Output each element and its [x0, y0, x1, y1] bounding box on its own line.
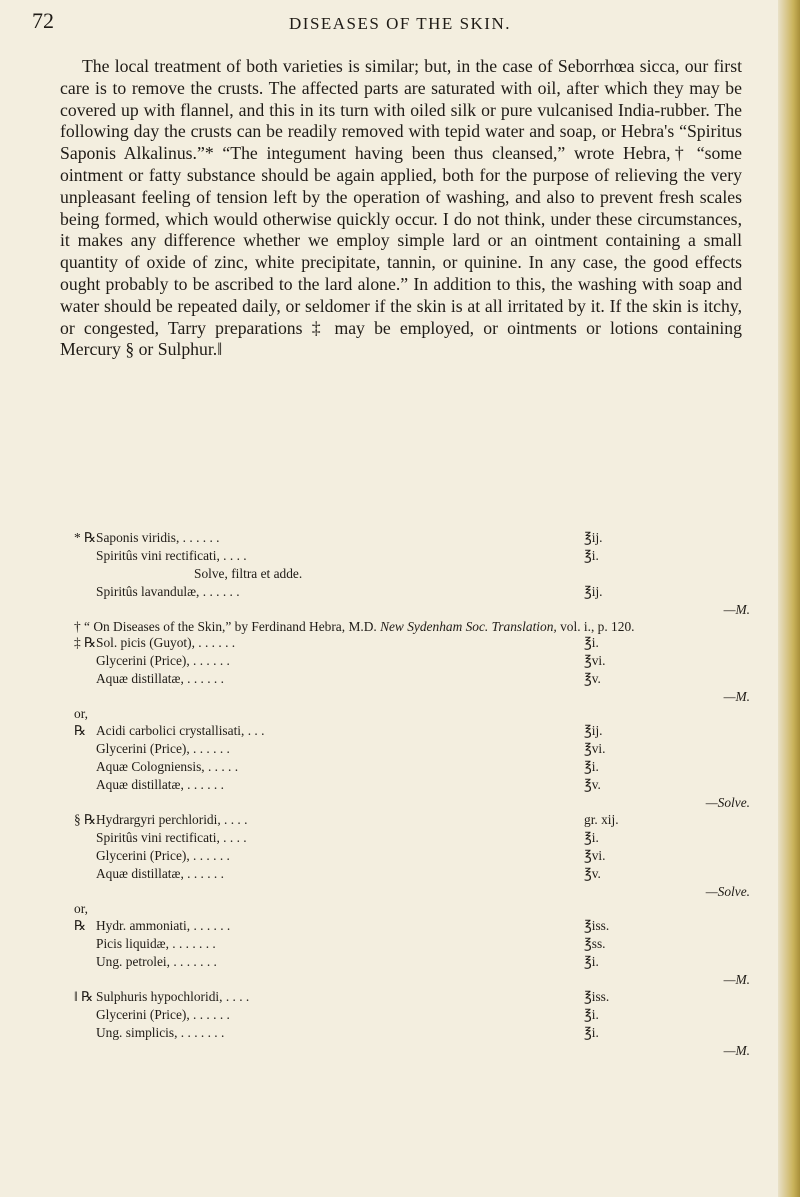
footnote-star [74, 530, 754, 619]
recipe-row [74, 777, 754, 795]
dose: ℥iss. [584, 989, 610, 1004]
dose: ℥vi. [584, 848, 606, 863]
recipe-row [74, 530, 754, 548]
dose: ℥ij. [584, 584, 603, 599]
ingredient: Glycerini (Price), . . . . . . [96, 653, 230, 668]
dose: gr. xij. [584, 812, 619, 827]
ingredient: Aquæ distillatæ, . . . . . . [96, 671, 224, 686]
page-edge [778, 0, 800, 1197]
dose: ℥i. [584, 635, 599, 650]
recipe-row [74, 723, 754, 741]
recipe-row [74, 1007, 754, 1025]
reference-journal: New Sydenham Soc. Translation, [380, 619, 557, 634]
dose: ℥v. [584, 866, 601, 881]
ingredient: Sulphuris hypochloridi, . . . . [96, 989, 250, 1004]
dose: ℥i. [584, 830, 599, 845]
recipe-row [74, 954, 754, 972]
ingredient: Hydr. ammoniati, . . . . . . [96, 918, 231, 933]
ingredient: Spiritûs vini rectificati, . . . . [96, 548, 247, 563]
recipe-row [74, 936, 754, 954]
or-label: or, [74, 901, 88, 916]
reference-text: † “ On Diseases of the Skin,” by Ferdinand Hebra, M.D. [74, 619, 381, 634]
ingredient: Aquæ Cologniensis, . . . . . [96, 759, 239, 774]
recipe-mark: § ℞ [74, 812, 97, 827]
recipe-sign: —M. [723, 972, 750, 987]
recipe-sign: —M. [723, 689, 750, 704]
recipe-row [74, 830, 754, 848]
recipe-row [74, 653, 754, 671]
reference-volume: vol. i., p. 120. [556, 619, 635, 634]
recipe-mark: * ℞ [74, 530, 97, 545]
ingredient: Spiritûs lavandulæ, . . . . . . [96, 584, 240, 599]
ingredient: Glycerini (Price), . . . . . . [96, 848, 230, 863]
recipe-mark: ℞ [74, 723, 87, 738]
dose: ℥v. [584, 777, 601, 792]
recipe-sign: —Solve. [705, 795, 750, 810]
footnote-parallel [74, 989, 754, 1060]
recipe-row [74, 918, 754, 936]
ingredient: Acidi carbolici crystallisati, . . . [96, 723, 265, 738]
ingredient: Picis liquidæ, . . . . . . . [96, 936, 216, 951]
recipe-row [74, 812, 754, 830]
dose: ℥i. [584, 548, 599, 563]
recipe-sign: —M. [723, 1043, 750, 1058]
dose: ℥ss. [584, 936, 606, 951]
dose: ℥i. [584, 1007, 599, 1022]
dose: ℥ij. [584, 530, 603, 545]
recipe-row [74, 759, 754, 777]
ingredient: Hydrargyri perchloridi, . . . . [96, 812, 248, 827]
ingredient: Aquæ distillatæ, . . . . . . [96, 777, 224, 792]
recipe-row [74, 584, 754, 602]
recipe-row [74, 635, 754, 653]
recipe-row [74, 866, 754, 884]
dose: ℥i. [584, 1025, 599, 1040]
running-title: DISEASES OF THE SKIN. [289, 14, 511, 33]
ingredient: Glycerini (Price), . . . . . . [96, 1007, 230, 1022]
ingredient: Ung. simplicis, . . . . . . . [96, 1025, 225, 1040]
recipe-mark: ℞ [74, 918, 87, 933]
instruction: Solve, filtra et adde. [194, 566, 303, 581]
recipe-row [74, 741, 754, 759]
recipe-sign: —M. [723, 602, 750, 617]
recipe-mark: ‡ ℞ [74, 635, 97, 650]
dose: ℥i. [584, 954, 599, 969]
ingredient: Saponis viridis, . . . . . . [96, 530, 220, 545]
dose: ℥v. [584, 671, 601, 686]
ingredient: Ung. petrolei, . . . . . . . [96, 954, 217, 969]
recipe-row [74, 848, 754, 866]
footnote-ddagger [74, 635, 754, 812]
page-number: 72 [32, 8, 54, 33]
ingredient: Sol. picis (Guyot), . . . . . . [96, 635, 236, 650]
recipe-mark: ‖ ℞ [74, 989, 94, 1004]
or-label: or, [74, 706, 88, 721]
dose: ℥iss. [584, 918, 610, 933]
footnote-section [74, 812, 754, 989]
dose: ℥vi. [584, 653, 606, 668]
footnote-dagger [74, 619, 754, 635]
dose: ℥vi. [584, 741, 606, 756]
recipe-row [74, 671, 754, 689]
recipe-row [74, 1025, 754, 1043]
recipe-sign: —Solve. [705, 884, 750, 899]
recipe-row [74, 548, 754, 566]
recipe-row [74, 989, 754, 1007]
ingredient: Aquæ distillatæ, . . . . . . [96, 866, 224, 881]
body-paragraph: The local treatment of both varieties is similar; but, in the case of Seborrhœa sicca, our first care is to remove the crusts. The affected parts are saturated with oil, after which they may be covered up with flannel, and this in its turn with oiled silk or pure vulcanised India-rubber. The following day the crusts can be readily removed with tepid water and soap, or Hebra's “Spiritus Saponis Alkalinus.”* “The integument having been thus cleansed,” wrote Hebra,† “some ointment or fatty substance should be again applied, both for the purpose of relieving the very unpleasant feeling of tension left by the operation of washing, and also to prevent fresh scales being formed, which would otherwise quickly occur. I do not think, under these circumstances, it makes any difference whether we employ simple lard or an ointment containing a small quantity of oxide of zinc, white precipitate, tannin, or quinine. In any case, the good effects ought probably to be ascribed to the lard alone.” In addition to this, the washing with soap and water should be repeated daily, or seldomer if the skin is at all irritated by it. If the skin is itchy, or congested, Tarry preparations ‡ may be employed, or ointments or lotions containing Mercury § or Sulphur.‖ [60, 56, 742, 360]
dose: ℥i. [584, 759, 599, 774]
footnotes [74, 530, 754, 1060]
dose: ℥ij. [584, 723, 603, 738]
ingredient: Spiritûs vini rectificati, . . . . [96, 830, 247, 845]
ingredient: Glycerini (Price), . . . . . . [96, 741, 230, 756]
